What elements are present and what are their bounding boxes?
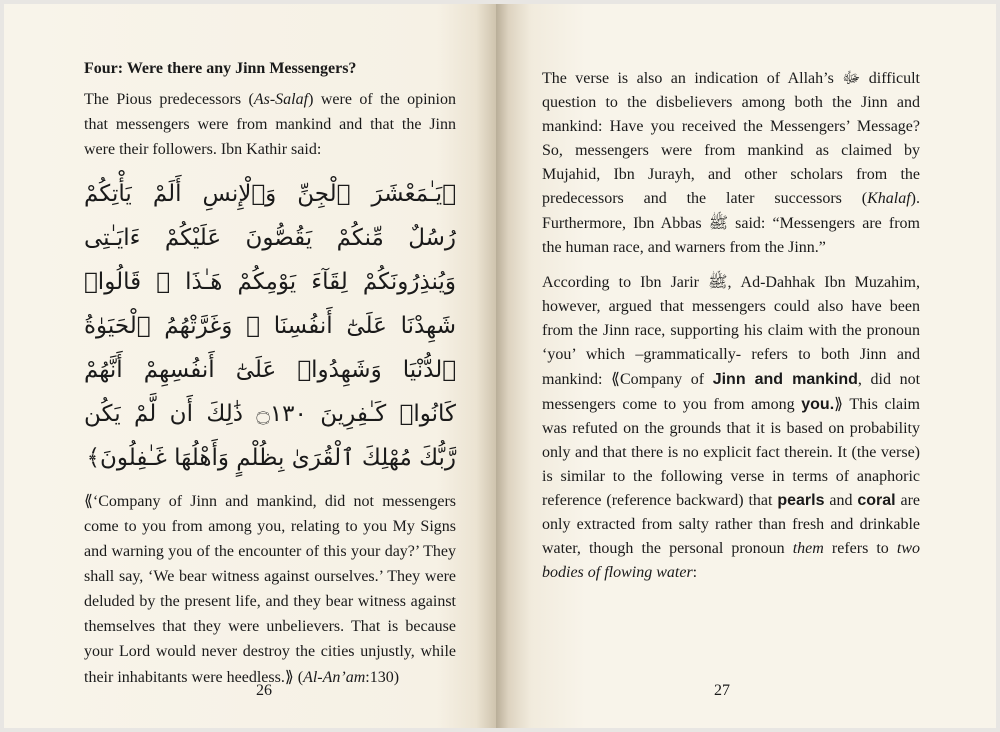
honorific-symbol-icon: ﷺ xyxy=(708,213,729,232)
left-page xyxy=(4,4,496,728)
right-paragraph-2: According to Ibn Jarir ﷺ, Ad-Dahhak Ibn Muzahim, however, argued that messengers could also have been from the Jinn race, supporting his claim with the pronoun ‘you’ which –grammatically- refers to both Jinn and mankind: ⟪Company of Jinn and mankind, did not messengers come to you from among you.⟫ This claim was refuted on the grounds that it is based on probability only and that there is no explicit fact therein. It (the verse) is similar to the following verse in terms of anaphoric reference (reference backward) that pearls and coral are only extracted from salty rather than fresh and drinkable water, though the personal pronoun them refers to two bodies of flowing water: xyxy=(542,272,921,581)
close-bracket-ornament: ⟫ xyxy=(284,667,294,686)
section-heading: Four: Were there any Jinn Messengers? xyxy=(84,60,357,77)
right-page xyxy=(496,4,996,728)
right-page-content xyxy=(542,66,920,595)
verse-citation: Al-An’am xyxy=(303,669,366,686)
right-paragraph-1: The verse is also an indication of Allah’s ﷻ difficult question to the disbelievers among both the Jinn and mankind: Have you received the Messengers’ Message? So, messengers were from mankind as claimed by Mujahid, Ibn Jurayh, and other scholars from the predecessors and the later successors (Khalaf). Furthermore, Ibn Abbas ﷺ said: “Messengers are from the human race, and warners from the Jinn.” xyxy=(542,68,921,256)
close-bracket-ornament: ⟫ xyxy=(834,394,844,413)
left-page-content xyxy=(84,56,456,700)
left-paragraph-1: The Pious predecessors (As-Salaf) were of the opinion that messengers were from mankind and that the Jinn were their followers. Ibn Kathir said: xyxy=(84,91,457,158)
verse-translation: ⟪‘Company of Jinn and mankind, did not messengers come to you from among you, relating to you My Signs and warning you of the encounter of this your day?’ They shall say, ‘We bear witness against ourselves.’ They were deluded by the present life, and they bear witness against themselves that they were unbelievers. That is because your Lord would never destroy the cities unjustly, while their inhabitants were heedless.⟫ (Al-An’am:130) xyxy=(84,491,456,686)
open-book xyxy=(4,4,996,728)
page-number-left: 26 xyxy=(256,682,272,699)
honorific-symbol-icon: ﷻ xyxy=(842,68,861,87)
honorific-symbol-icon: ﷺ xyxy=(708,272,728,291)
open-bracket-ornament: ⟪ xyxy=(611,369,620,388)
page-number-right: 27 xyxy=(714,682,730,699)
arabic-verse: ﴿يَـٰمَعْشَرَ ٱلْجِنِّ وَٱلْإِنسِ أَلَمْ يَأْتِكُمْ رُسُلٌ مِّنكُمْ يَقُصُّونَ عَلَيْكُمْ ءَايَـٰتِى وَيُنذِرُونَكُمْ لِقَآءَ يَوْمِكُمْ هَـٰذَا ۚ قَالُوا۟ شَهِدْنَا عَلَىٰٓ أَنفُسِنَا ۖ وَغَرَّتْهُمُ ٱلْحَيَوٰةُ ٱلدُّنْيَا وَشَهِدُوا۟ عَلَىٰٓ أَنفُسِهِمْ أَنَّهُمْ كَانُوا۟ كَـٰفِرِينَ ۝١٣٠ ذَٰلِكَ أَن لَّمْ يَكُن رَّبُّكَ مُهْلِكَ ٱلْقُرَىٰ بِظُلْمٍ وَأَهْلُهَا غَـٰفِلُونَ﴾ xyxy=(84,181,456,471)
open-bracket-ornament: ⟪ xyxy=(84,491,93,510)
